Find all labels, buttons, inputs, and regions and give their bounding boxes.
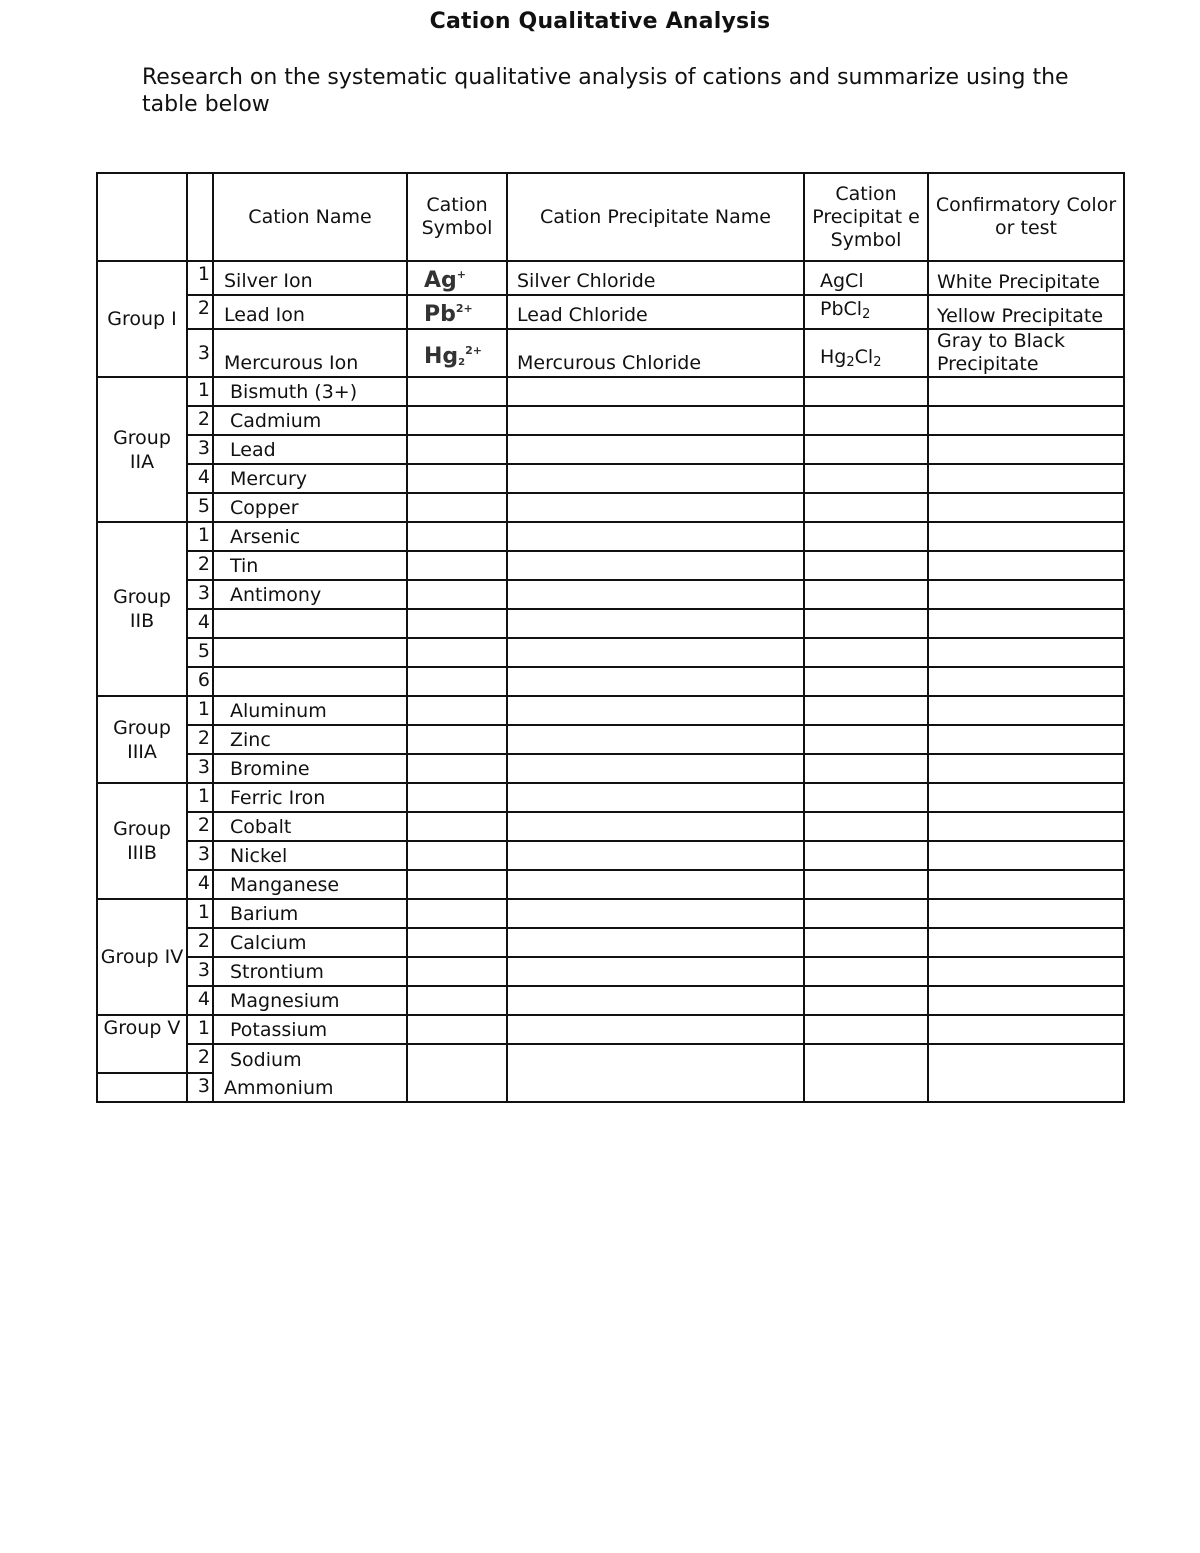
table-row xyxy=(97,580,1124,609)
cation-name-cell[interactable]: Lead xyxy=(213,435,407,464)
precipitate-symbol-cell[interactable] xyxy=(804,754,928,783)
confirmatory-cell[interactable] xyxy=(928,841,1124,870)
cation-symbol-cell[interactable] xyxy=(407,522,507,551)
cation-name-cell[interactable]: Ferric Iron xyxy=(213,783,407,812)
confirmatory-cell[interactable] xyxy=(928,522,1124,551)
row-number: 1 xyxy=(187,899,213,928)
cation-symbol-cell[interactable] xyxy=(407,667,507,696)
cation-name-cell[interactable]: Strontium xyxy=(213,957,407,986)
cation-name-cell[interactable]: Calcium xyxy=(213,928,407,957)
cation-symbol-cell[interactable] xyxy=(407,493,507,522)
row-number: 1 xyxy=(187,696,213,725)
cation-name-cell[interactable]: Tin xyxy=(213,551,407,580)
symbol-base: Ag xyxy=(424,268,457,293)
table-row xyxy=(97,435,1124,464)
symbol-charge: 2+ xyxy=(465,344,483,357)
row-number: 6 xyxy=(187,667,213,696)
table-row xyxy=(97,754,1124,783)
formula-part: Cl xyxy=(854,346,874,368)
table-row xyxy=(97,812,1124,841)
confirmatory-cell[interactable] xyxy=(928,754,1124,783)
cation-name-cell[interactable]: Manganese xyxy=(213,870,407,899)
header-cation-symbol: Cation Symbol xyxy=(407,173,507,261)
cation-name-cell[interactable] xyxy=(213,638,407,667)
row-number: 3 xyxy=(187,329,213,377)
precipitate-name-cell[interactable] xyxy=(507,870,804,899)
table-row xyxy=(97,464,1124,493)
precipitate-name-cell[interactable] xyxy=(507,464,804,493)
cation-symbol-cell[interactable] xyxy=(407,841,507,870)
confirmatory-cell[interactable] xyxy=(928,406,1124,435)
precipitate-symbol-cell[interactable] xyxy=(804,638,928,667)
header-precipitate-symbol: Cation Precipitat e Symbol xyxy=(804,173,928,261)
precipitate-symbol-cell[interactable] xyxy=(804,493,928,522)
table-row xyxy=(97,329,1124,377)
precipitate-symbol-cell[interactable] xyxy=(804,667,928,696)
precipitate-name-cell[interactable] xyxy=(507,841,804,870)
confirmatory-cell[interactable] xyxy=(928,783,1124,812)
symbol-charge: + xyxy=(456,268,466,281)
cation-name-cell[interactable] xyxy=(213,609,407,638)
formula-subscript: 2 xyxy=(846,355,855,370)
row-number: 4 xyxy=(187,870,213,899)
precipitate-symbol-cell[interactable] xyxy=(804,1015,928,1044)
cation-name-cell[interactable]: Mercurous Ion xyxy=(213,329,407,377)
row-number: 1 xyxy=(187,261,213,295)
group-label: Group IIB xyxy=(97,522,187,696)
table-row xyxy=(97,841,1124,870)
cation-symbol-cell[interactable] xyxy=(407,812,507,841)
precipitate-name-cell[interactable] xyxy=(507,754,804,783)
cation-symbol-cell[interactable] xyxy=(407,1044,507,1102)
row-number: 3 xyxy=(187,580,213,609)
cation-name-cell[interactable]: Arsenic xyxy=(213,522,407,551)
confirmatory-cell[interactable] xyxy=(928,1044,1124,1102)
row-number: 4 xyxy=(187,464,213,493)
cation-name-cell[interactable]: Silver Ion xyxy=(213,261,407,295)
precipitate-name-cell[interactable] xyxy=(507,377,804,406)
row-number: 2 xyxy=(187,1044,213,1073)
precipitate-symbol-cell[interactable] xyxy=(804,580,928,609)
precipitate-symbol-cell[interactable] xyxy=(804,329,928,377)
cation-symbol-cell[interactable] xyxy=(407,928,507,957)
cation-name-cell[interactable]: Ammonium xyxy=(213,1073,407,1102)
precipitate-name-cell[interactable] xyxy=(507,667,804,696)
header-confirmatory: Confirmatory Color or test xyxy=(928,173,1124,261)
group-label: Group I xyxy=(97,261,187,377)
instructions-text: Research on the systematic qualitative analysis of cations and summarize using the table below xyxy=(142,65,1069,117)
row-number: 5 xyxy=(187,493,213,522)
row-number: 3 xyxy=(187,435,213,464)
cation-symbol-cell[interactable] xyxy=(407,295,507,329)
confirmatory-cell[interactable]: Yellow Precipitate xyxy=(928,295,1124,329)
row-number: 1 xyxy=(187,522,213,551)
table-row xyxy=(97,696,1124,725)
precipitate-name-cell[interactable] xyxy=(507,551,804,580)
cation-name-cell[interactable]: Nickel xyxy=(213,841,407,870)
precipitate-name-cell[interactable] xyxy=(507,638,804,667)
header-number-cell xyxy=(187,173,213,261)
cation-name-cell[interactable]: Bromine xyxy=(213,754,407,783)
precipitate-symbol-cell[interactable] xyxy=(804,522,928,551)
confirmatory-cell[interactable]: Gray to Black Precipitate xyxy=(928,329,1124,377)
cation-name-cell[interactable]: Magnesium xyxy=(213,986,407,1015)
confirmatory-cell[interactable] xyxy=(928,870,1124,899)
cation-symbol-cell[interactable] xyxy=(407,464,507,493)
precipitate-name-cell[interactable] xyxy=(507,580,804,609)
row-number: 3 xyxy=(187,841,213,870)
precipitate-symbol-cell[interactable] xyxy=(804,812,928,841)
cation-symbol-cell[interactable] xyxy=(407,551,507,580)
confirmatory-cell[interactable] xyxy=(928,957,1124,986)
precipitate-name-cell[interactable] xyxy=(507,609,804,638)
cation-name-cell[interactable] xyxy=(213,667,407,696)
confirmatory-cell[interactable] xyxy=(928,899,1124,928)
precipitate-symbol-cell[interactable] xyxy=(804,377,928,406)
cation-symbol-cell[interactable] xyxy=(407,899,507,928)
cation-symbol-cell[interactable] xyxy=(407,377,507,406)
row-number: 3 xyxy=(187,957,213,986)
confirmatory-cell[interactable] xyxy=(928,377,1124,406)
table-row xyxy=(97,406,1124,435)
precipitate-name-cell[interactable] xyxy=(507,928,804,957)
precipitate-symbol-cell[interactable] xyxy=(804,406,928,435)
precipitate-symbol-cell[interactable] xyxy=(804,986,928,1015)
cation-name-cell[interactable]: Cadmium xyxy=(213,406,407,435)
table-row xyxy=(97,928,1124,957)
formula-part: Hg xyxy=(820,346,847,368)
row-number: 2 xyxy=(187,725,213,754)
precipitate-name-cell[interactable]: Lead Chloride xyxy=(507,295,804,329)
cation-name-cell[interactable]: Copper xyxy=(213,493,407,522)
table-row xyxy=(97,522,1124,551)
row-number: 3 xyxy=(187,754,213,783)
cation-symbol-cell[interactable] xyxy=(407,957,507,986)
formula-subscript: 2 xyxy=(873,355,882,370)
precipitate-name-cell[interactable]: Mercurous Chloride xyxy=(507,329,804,377)
precipitate-symbol-cell[interactable] xyxy=(804,957,928,986)
table-row xyxy=(97,377,1124,406)
header-precipitate-name: Cation Precipitate Name xyxy=(507,173,804,261)
row-number: 5 xyxy=(187,638,213,667)
symbol-base: Hg xyxy=(424,344,459,369)
group-label: Group IV xyxy=(97,899,187,1015)
precipitate-symbol-cell[interactable] xyxy=(804,841,928,870)
row-number: 2 xyxy=(187,812,213,841)
confirmatory-cell[interactable] xyxy=(928,986,1124,1015)
precipitate-name-cell[interactable] xyxy=(507,1044,804,1102)
page-title: Cation Qualitative Analysis xyxy=(429,9,771,34)
cation-symbol-cell[interactable] xyxy=(407,261,507,295)
group-label: Group V xyxy=(97,1015,187,1073)
confirmatory-cell[interactable] xyxy=(928,812,1124,841)
cation-name-cell[interactable]: Aluminum xyxy=(213,696,407,725)
precipitate-symbol-cell[interactable] xyxy=(804,435,928,464)
symbol-charge: 2+ xyxy=(455,302,473,315)
confirmatory-cell[interactable] xyxy=(928,928,1124,957)
table-row xyxy=(97,609,1124,638)
cation-symbol-cell[interactable] xyxy=(407,638,507,667)
cation-name-cell[interactable]: Sodium xyxy=(213,1044,407,1073)
precipitate-symbol-cell[interactable] xyxy=(804,725,928,754)
cation-symbol-cell[interactable] xyxy=(407,1015,507,1044)
cation-name-cell[interactable]: Cobalt xyxy=(213,812,407,841)
formula-subscript: 2 xyxy=(862,307,871,322)
precipitate-name-cell[interactable] xyxy=(507,406,804,435)
confirmatory-cell[interactable] xyxy=(928,435,1124,464)
precipitate-name-cell[interactable]: Silver Chloride xyxy=(507,261,804,295)
confirmatory-cell[interactable] xyxy=(928,725,1124,754)
precipitate-symbol-cell[interactable] xyxy=(804,696,928,725)
confirmatory-cell[interactable] xyxy=(928,464,1124,493)
row-number: 1 xyxy=(187,783,213,812)
row-number: 1 xyxy=(187,377,213,406)
row-number: 3 xyxy=(187,1073,213,1102)
confirmatory-cell[interactable] xyxy=(928,580,1124,609)
row-number: 4 xyxy=(187,609,213,638)
table-row xyxy=(97,493,1124,522)
confirmatory-cell[interactable] xyxy=(928,667,1124,696)
cation-name-cell[interactable]: Antimony xyxy=(213,580,407,609)
symbol-subscript: 2 xyxy=(458,357,466,368)
table-row xyxy=(97,667,1124,696)
cation-symbol-cell[interactable] xyxy=(407,783,507,812)
precipitate-symbol-cell[interactable] xyxy=(804,295,928,329)
cation-symbol-cell[interactable] xyxy=(407,406,507,435)
table-row xyxy=(97,725,1124,754)
header-row xyxy=(97,173,1124,261)
precipitate-name-cell[interactable] xyxy=(507,522,804,551)
row-number: 1 xyxy=(187,1015,213,1044)
precipitate-symbol-cell[interactable]: AgCl xyxy=(804,261,928,295)
table-row xyxy=(97,638,1124,667)
precipitate-symbol-cell[interactable] xyxy=(804,899,928,928)
precipitate-name-cell[interactable] xyxy=(507,986,804,1015)
table-row xyxy=(97,1015,1124,1044)
precipitate-symbol-cell[interactable] xyxy=(804,928,928,957)
confirmatory-cell[interactable] xyxy=(928,638,1124,667)
precipitate-name-cell[interactable] xyxy=(507,783,804,812)
cation-symbol-cell[interactable] xyxy=(407,870,507,899)
confirmatory-cell[interactable] xyxy=(928,1015,1124,1044)
table-row xyxy=(97,957,1124,986)
precipitate-symbol-cell[interactable] xyxy=(804,1044,928,1102)
confirmatory-cell[interactable] xyxy=(928,696,1124,725)
cation-symbol-cell[interactable] xyxy=(407,580,507,609)
table-row xyxy=(97,870,1124,899)
row-number: 4 xyxy=(187,986,213,1015)
precipitate-name-cell[interactable] xyxy=(507,435,804,464)
cation-symbol-cell[interactable] xyxy=(407,986,507,1015)
table-row xyxy=(97,899,1124,928)
row-number: 2 xyxy=(187,551,213,580)
precipitate-name-cell[interactable] xyxy=(507,696,804,725)
cation-analysis-table xyxy=(96,172,1125,1103)
group-label: Group IIIB xyxy=(97,783,187,899)
cation-name-cell[interactable]: Lead Ion xyxy=(213,295,407,329)
row-number: 2 xyxy=(187,928,213,957)
precipitate-symbol-cell[interactable] xyxy=(804,464,928,493)
row-number: 2 xyxy=(187,295,213,329)
header-cation-name: Cation Name xyxy=(213,173,407,261)
precipitate-name-cell[interactable] xyxy=(507,957,804,986)
table-row xyxy=(97,783,1124,812)
row-number: 2 xyxy=(187,406,213,435)
cation-name-cell[interactable]: Mercury xyxy=(213,464,407,493)
cation-symbol-cell[interactable] xyxy=(407,329,507,377)
group-label: Group IIIA xyxy=(97,696,187,783)
precipitate-name-cell[interactable] xyxy=(507,812,804,841)
cation-symbol-cell[interactable] xyxy=(407,754,507,783)
precipitate-symbol-cell[interactable] xyxy=(804,783,928,812)
group-label: Group IIA xyxy=(97,377,187,522)
cation-symbol-cell[interactable] xyxy=(407,435,507,464)
cation-symbol-cell[interactable] xyxy=(407,609,507,638)
table-row xyxy=(97,295,1124,329)
formula-part: PbCl xyxy=(820,298,863,320)
table-row xyxy=(97,551,1124,580)
precipitate-symbol-cell[interactable] xyxy=(804,551,928,580)
table-row xyxy=(97,986,1124,1015)
cation-symbol-cell[interactable] xyxy=(407,725,507,754)
precipitate-name-cell[interactable] xyxy=(507,1015,804,1044)
cation-name-cell[interactable]: Zinc xyxy=(213,725,407,754)
table-row xyxy=(97,1044,1124,1073)
symbol-base: Pb xyxy=(424,302,456,327)
precipitate-name-cell[interactable] xyxy=(507,899,804,928)
precipitate-symbol-cell[interactable] xyxy=(804,609,928,638)
precipitate-symbol-cell[interactable] xyxy=(804,870,928,899)
group-empty-cell xyxy=(97,1073,187,1102)
cation-name-cell[interactable]: Bismuth (3+) xyxy=(213,377,407,406)
confirmatory-cell[interactable] xyxy=(928,551,1124,580)
confirmatory-cell[interactable] xyxy=(928,609,1124,638)
precipitate-name-cell[interactable] xyxy=(507,725,804,754)
cation-name-cell[interactable]: Potassium xyxy=(213,1015,407,1044)
confirmatory-cell[interactable] xyxy=(928,493,1124,522)
confirmatory-cell[interactable]: White Precipitate xyxy=(928,261,1124,295)
cation-name-cell[interactable]: Barium xyxy=(213,899,407,928)
precipitate-name-cell[interactable] xyxy=(507,493,804,522)
cation-symbol-cell[interactable] xyxy=(407,696,507,725)
header-group-cell xyxy=(97,173,187,261)
table-row xyxy=(97,261,1124,295)
